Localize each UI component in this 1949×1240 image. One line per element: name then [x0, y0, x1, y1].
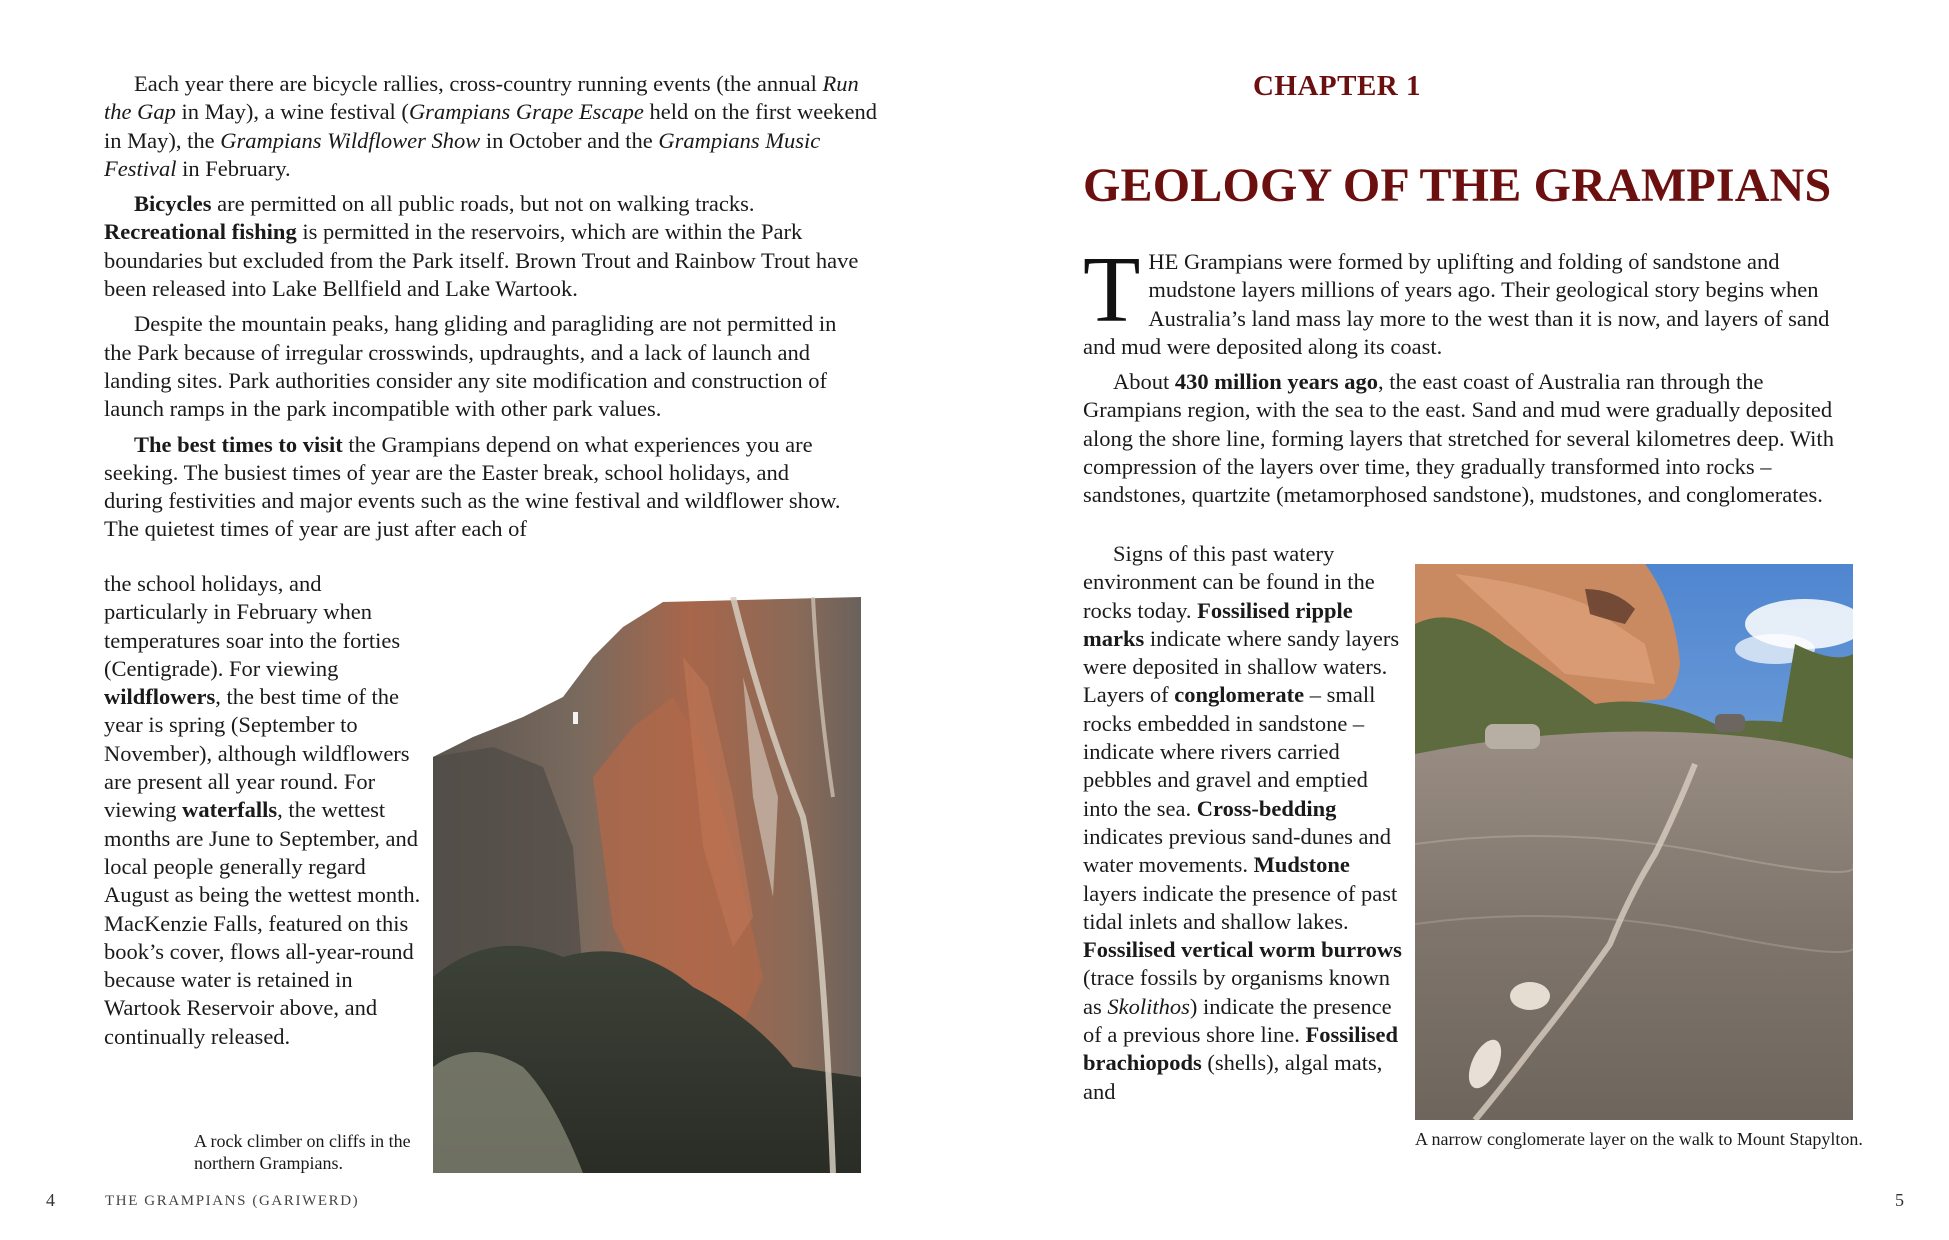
left-narrow-column [104, 570, 429, 1058]
text-run: About [1113, 369, 1175, 395]
term-bicycles: Bicycles [134, 191, 212, 217]
event-wildflower-show: Grampians Wildflower Show [220, 127, 481, 153]
text-run: Signs of this past watery environment can be found in the rocks today. [1083, 541, 1375, 623]
paragraph-best-times-continued [104, 570, 429, 1051]
text-run: , the best time of the year is spring (September to November), although wildflowers are present all year round. For viewing [104, 684, 410, 823]
term-cross-bedding: Cross-bedding [1196, 795, 1337, 821]
running-head: THE GRAMPIANS (GARIWERD) [105, 1193, 360, 1209]
term-wildflowers: wildflowers [104, 684, 216, 710]
term-skolithos: Skolithos [1107, 993, 1190, 1019]
text-run: Each year there are bicycle rallies, cross-country running events (the annual [134, 71, 823, 96]
left-text-column [104, 70, 884, 551]
text-run: the Grampians depend on what experiences you are seeking. The busiest times of year are the Easter break, school holidays, and during festivities and major events such as the wine festival and wildflower show. The quietest times of year are just after each of [104, 431, 841, 542]
paragraph-best-times [104, 431, 844, 544]
term-ripple-marks: Fossilised ripple marks [1083, 597, 1353, 651]
paragraph-signs [1083, 540, 1408, 1106]
event-music-festival: Grampians Music Festival [104, 127, 821, 181]
chapter-title: GEOLOGY OF THE GRAMPIANS [1083, 159, 1832, 212]
left-page [0, 0, 974, 1240]
event-run-the-gap: Run the Gap [104, 71, 859, 125]
paragraph-coast [1083, 368, 1858, 509]
text-run: Despite the mountain peaks, hang gliding and paragliding are not permitted in the Park because of irregular crosswinds, updraughts, and a lack of launch and landing sites. Park authorities consider any site modification and construction of launch ramps in the park incompatible with other park values. [104, 311, 837, 422]
text-run: (trace fossils by organisms known as [1083, 965, 1391, 1019]
right-narrow-column [1083, 540, 1408, 1113]
text-run: HE Grampians were formed by uplifting and folding of sandstone and mudstone layers millions of years ago. Their geological story begins when Australia’s land mass lay more to the west than it is now, and layers of sand and mud were deposited along its coast. [1083, 249, 1830, 359]
text-run: indicates previous sand-dunes and water movements. [1083, 823, 1392, 878]
rock-climber-photo [433, 597, 861, 1173]
paragraph-bicycles [104, 190, 864, 303]
term-waterfalls: waterfalls [182, 797, 278, 823]
photo-caption-climber: A rock climber on cliffs in the northern Grampians. [194, 1131, 411, 1173]
text-run: in May), a wine festival ( [175, 99, 409, 125]
text-run: indicate where sandy layers were deposited in shallow waters. Layers of [1083, 625, 1400, 708]
drop-cap: T [1083, 238, 1141, 342]
chapter-label-text: CHAPTER 1 [1252, 70, 1422, 102]
text-run: , the east coast of Australia ran through the Grampians region, with the sea to the east. Sand and mud were gradually deposited along the shore line, forming layers that stretched for several kilometres deep. With compression of the layers over time, they gradually transformed into rocks – sandstones, quartzite (metamorphosed sandstone), mudstones, and conglomerates. [1083, 369, 1834, 508]
right-text-column [1083, 238, 1858, 517]
term-brachiopods: Fossilised brachiopods [1083, 1022, 1398, 1076]
paragraph-events [104, 70, 884, 183]
page-number-left: 4 [46, 1190, 55, 1210]
text-run: held on the first weekend in May), the [104, 99, 877, 153]
text-run: (shells), algal mats, and [1083, 1050, 1383, 1104]
term-recreational-fishing: Recreational fishing [104, 219, 297, 245]
term-430-million-years: 430 million years ago [1174, 369, 1378, 395]
text-run: , the wettest months are June to September, and local people generally regard August as being the wettest month. MacKenzie Falls, featured on this book’s cover, flows all-year-round because water is retained in Wartook Reservoir above, and continually released. [104, 797, 421, 1049]
text-run: the school holidays, and particularly in February when temperatures soar into the forties (Centigrade). For viewing [104, 571, 401, 681]
paragraph-intro [1083, 238, 1858, 361]
term-best-times: The best times to visit [134, 431, 343, 457]
text-run: ) indicate the presence of a previous shore line. [1083, 993, 1392, 1048]
term-mudstone: Mudstone [1253, 852, 1350, 878]
text-run: are permitted on all public roads, but not on walking tracks. [211, 191, 755, 217]
chapter-label [975, 70, 1949, 103]
page-number-right: 5 [1895, 1190, 1904, 1210]
text-run: in February. [176, 155, 291, 181]
paragraph-gliding [104, 310, 844, 423]
photo-caption-conglomerate: A narrow conglomerate layer on the walk to Mount Stapylton. [1415, 1129, 1863, 1149]
term-conglomerate: conglomerate [1174, 682, 1305, 708]
text-run: – small rocks embedded in sandstone – indicate where rivers carried pebbles and gravel and emptied into the sea. [1083, 682, 1376, 821]
event-grape-escape: Grampians Grape Escape [408, 99, 644, 125]
text-run: in October and the [480, 127, 659, 153]
text-run: layers indicate the presence of past tidal inlets and shallow lakes. [1083, 880, 1398, 934]
term-worm-burrows: Fossilised vertical worm burrows [1083, 937, 1402, 963]
text-run: is permitted in the reservoirs, which are within the Park boundaries but excluded from the Park itself. Brown Trout and Rainbow Trout have been released into Lake Bellfield and Lake Wartook. [104, 219, 859, 302]
conglomerate-layer-photo [1415, 564, 1853, 1120]
